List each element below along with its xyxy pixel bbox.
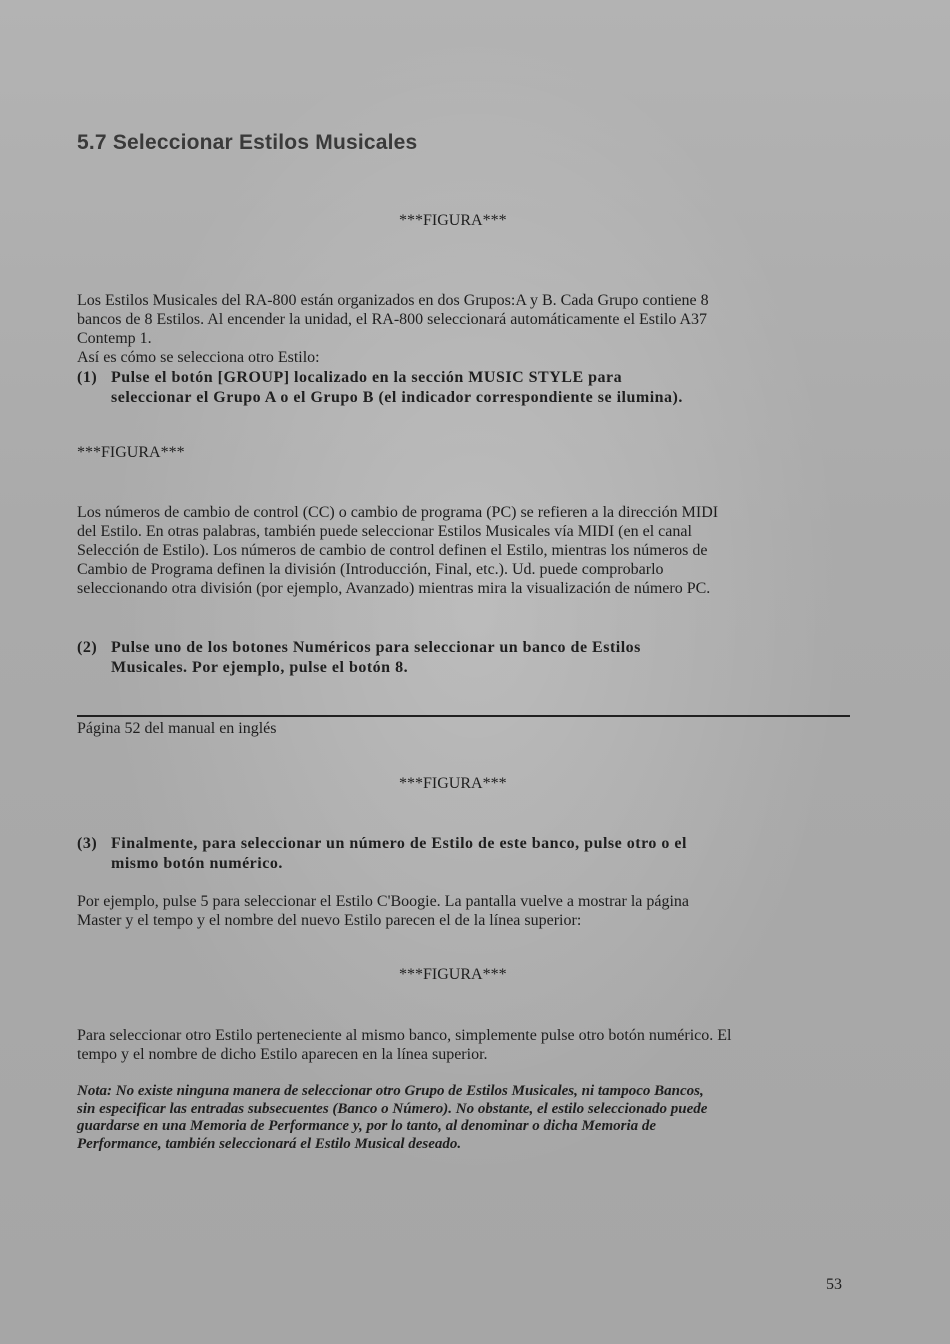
- cc-paragraph: [77, 503, 837, 598]
- step-1-line-2: seleccionar el Grupo A o el Grupo B (el indicador correspondiente se ilumina).: [111, 388, 683, 406]
- same-bank-line-2: tempo y el nombre de dicho Estilo aparecen en la línea superior.: [77, 1046, 488, 1063]
- intro-paragraph: [77, 291, 837, 367]
- same-bank-line-1: Para seleccionar otro Estilo perteneciente al mismo banco, simplemente pulse otro botón numérico. El: [77, 1027, 732, 1044]
- intro-line-1: Los Estilos Musicales del RA-800 están organizados en dos Grupos:A y B. Cada Grupo contiene 8: [77, 292, 709, 309]
- cc-line-5: seleccionando otra división (por ejemplo, Avanzado) mientras mira la visualización de número PC.: [77, 580, 711, 597]
- figure-placeholder-4: ***FIGURA***: [399, 966, 507, 983]
- example-line-1: Por ejemplo, pulse 5 para seleccionar el Estilo C'Boogie. La pantalla vuelve a mostrar la página: [77, 893, 690, 910]
- step-2: [77, 638, 837, 677]
- step-2-line-1: Pulse uno de los botones Numéricos para seleccionar un banco de Estilos: [111, 639, 641, 656]
- cc-line-2: del Estilo. En otras palabras, también puede seleccionar Estilos Musicales vía MIDI (en el canal: [77, 523, 692, 540]
- note-line-2: sin especificar las entradas subsecuentes (Banco o Número). No obstante, el estilo seleccionado puede: [77, 1100, 708, 1117]
- step-3-line-1: Finalmente, para seleccionar un número de Estilo de este banco, pulse otro o el: [111, 835, 687, 852]
- example-line-2: Master y el tempo y el nombre del nuevo Estilo parecen el de la línea superior:: [77, 912, 582, 929]
- page-reference: Página 52 del manual en inglés: [77, 720, 277, 737]
- step-1: [77, 368, 837, 407]
- figure-placeholder-2: ***FIGURA***: [77, 444, 185, 461]
- step-2-number: (2): [77, 639, 98, 656]
- same-bank-paragraph: [77, 1026, 837, 1064]
- note-line-4: Performance, también seleccionará el Estilo Musical deseado.: [77, 1135, 462, 1152]
- figure-placeholder-1: ***FIGURA***: [399, 212, 507, 229]
- cc-line-4: Cambio de Programa definen la división (Introducción, Final, etc.). Ud. puede comprobarlo: [77, 561, 664, 578]
- step-3-line-2: mismo botón numérico.: [111, 854, 283, 872]
- intro-line-4: Así es cómo se selecciona otro Estilo:: [77, 349, 320, 366]
- step-2-line-2: Musicales. Por ejemplo, pulse el botón 8.: [111, 658, 409, 676]
- note-paragraph: [77, 1083, 837, 1153]
- step-3: [77, 834, 837, 873]
- intro-line-3: Contemp 1.: [77, 330, 152, 347]
- step-1-number: (1): [77, 369, 98, 386]
- step-3-number: (3): [77, 835, 98, 852]
- note-line-3: guardarse en una Memoria de Performance y, por lo tanto, al denominar o dicha Memoria de: [77, 1118, 657, 1134]
- note-line-1: Nota: No existe ninguna manera de seleccionar otro Grupo de Estilos Musicales, ni tampoco Bancos,: [77, 1083, 704, 1099]
- intro-line-2: bancos de 8 Estilos. Al encender la unidad, el RA-800 seleccionará automáticamente el Estilo A37: [77, 311, 708, 328]
- page-number: 53: [826, 1276, 842, 1293]
- example-paragraph: [77, 892, 837, 930]
- horizontal-rule: [77, 715, 850, 717]
- step-1-line-1: Pulse el botón [GROUP] localizado en la sección MUSIC STYLE para: [111, 369, 623, 386]
- figure-placeholder-3: ***FIGURA***: [399, 775, 507, 792]
- cc-line-3: Selección de Estilo). Los números de cambio de control definen el Estilo, mientras los números de: [77, 542, 708, 559]
- section-heading: 5.7 Seleccionar Estilos Musicales: [77, 131, 418, 154]
- cc-line-1: Los números de cambio de control (CC) o cambio de programa (PC) se refieren a la dirección MIDI: [77, 504, 719, 521]
